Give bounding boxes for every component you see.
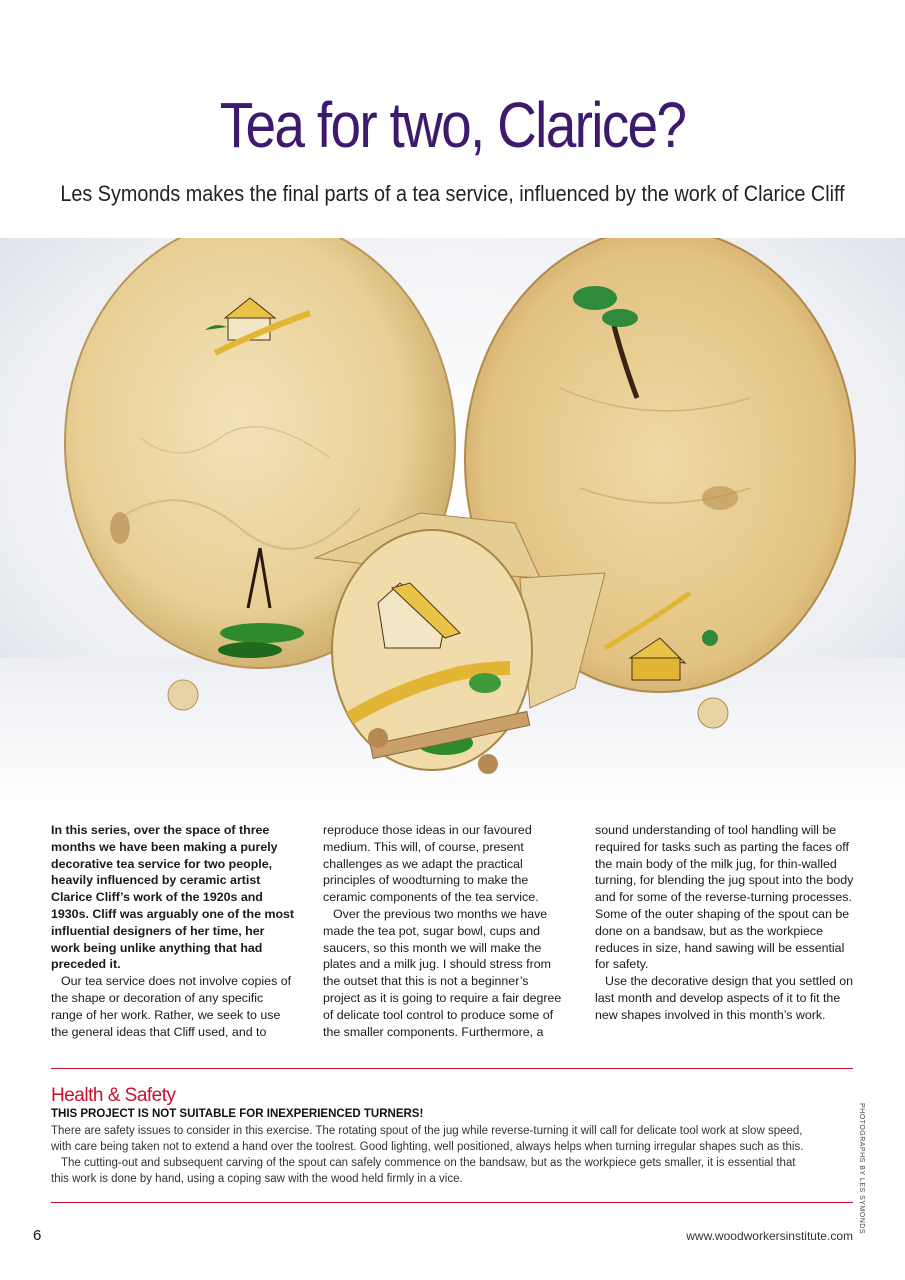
- article-column-3: [595, 822, 857, 1024]
- photo-credit: PHOTOGRAPHS BY LES SYMONDS: [858, 1103, 865, 1234]
- health-safety-title: Health & Safety: [51, 1085, 176, 1106]
- body-paragraph: Use the decorative design that you settled on last month and develop aspects of it to fit the new shapes involved in this month’s work.: [595, 974, 853, 1022]
- health-safety-paragraph: The cutting-out and subsequent carving of the spout can safely commence on the bandsaw, but as the workpiece gets smaller, it is essential that this work is done by hand, using a coping saw with the wood held firmly in a vice.: [51, 1157, 796, 1185]
- body-paragraph: Our tea service does not involve copies of the shape or decoration of any specific range of her work. Rather, we seek to use the general ideas that Cliff used, and to: [51, 974, 292, 1039]
- body-paragraph: sound understanding of tool handling will be required for tasks such as parting the faces off the main body of the milk jug, for thin-walled turning, for blending the jug spout into the body and for some of the reverse-turning processes. Some of the outer shaping of the spout can be done on a bandsaw, but as the workpiece reduces in size, hand sawing will be essential for safety.: [595, 823, 854, 972]
- article-column-1: [51, 822, 296, 1040]
- section-divider-top: [51, 1068, 853, 1069]
- website-url: www.woodworkersinstitute.com: [686, 1229, 853, 1243]
- article-photo: [0, 238, 905, 808]
- health-safety-paragraph: There are safety issues to consider in this exercise. The rotating spout of the jug while reverse-turning it will call for delicate tool work at slow speed, with care being taken not to extend a hand over the toolrest. Good lighting, well positioned, always helps when turning irregular shapes such as this.: [51, 1125, 804, 1153]
- article-column-2: [323, 822, 568, 1040]
- body-paragraph: reproduce those ideas in our favoured medium. This will, of course, present challenges as we adapt the practical principles of woodturning to make the ceramic components of the tea service.: [323, 823, 539, 905]
- lead-paragraph: In this series, over the space of three months we have been making a purely decorative tea service for two people, heavily influenced by ceramic artist Clarice Cliff’s work of the 1920s and 1930s. Cliff was arguably one of the most influential designers of her time, her work being unlike anything that had preceded it.: [51, 823, 295, 972]
- article-subtitle: Les Symonds makes the final parts of a tea service, influenced by the work of Clarice Cliff: [60, 181, 845, 206]
- health-safety-warning: THIS PROJECT IS NOT SUITABLE FOR INEXPERIENCED TURNERS!: [51, 1108, 424, 1120]
- body-paragraph: Over the previous two months we have made the tea pot, sugar bowl, cups and saucers, so this month we will make the plates and a milk jug. I should stress from the outset that this is not a beginner’s project as it is going to require a fair degree of delicate tool control to produce some of the smaller components. Furthermore, a: [323, 906, 562, 1039]
- page-number: 6: [33, 1227, 42, 1244]
- section-divider-bottom: [51, 1202, 853, 1203]
- health-safety-text: [51, 1123, 811, 1187]
- article-title: Tea for two, Clarice?: [219, 89, 686, 161]
